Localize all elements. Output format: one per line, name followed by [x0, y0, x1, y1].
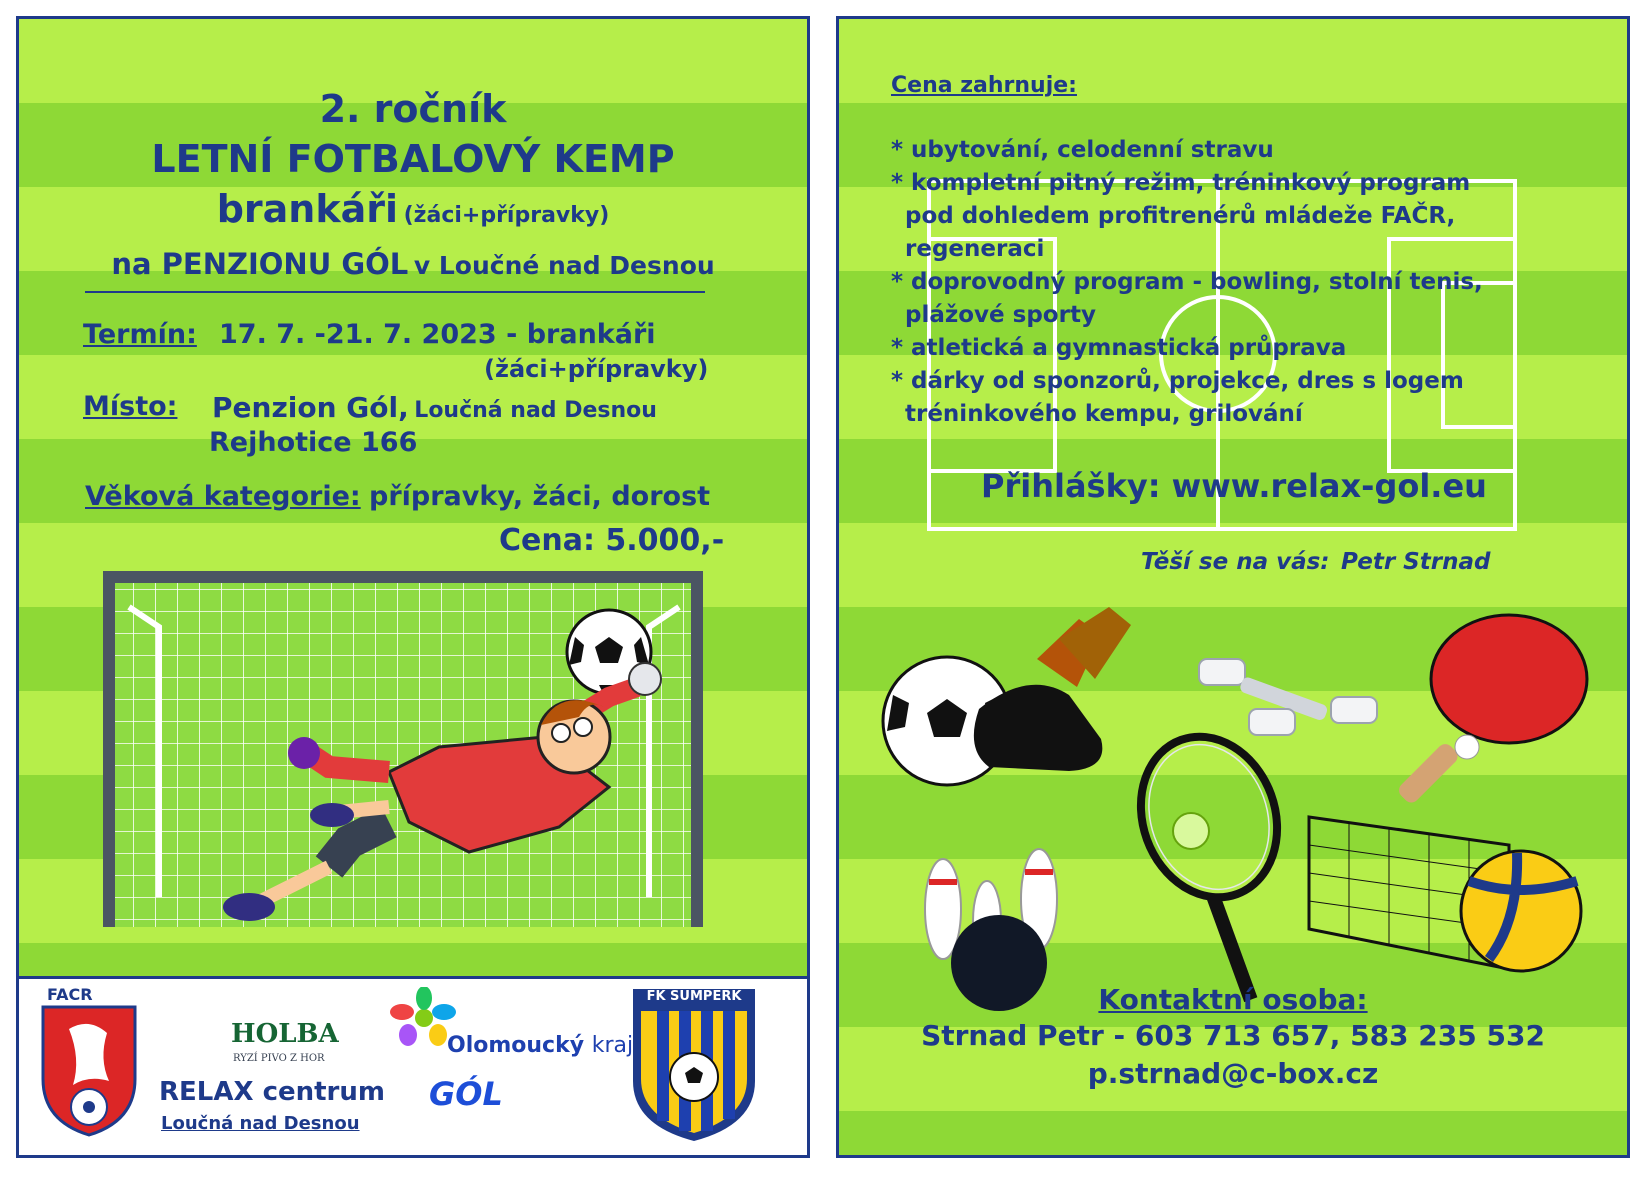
tennis-racket-icon [1119, 717, 1299, 1002]
ping-pong-paddle-icon [1396, 615, 1587, 806]
term-label: Termín: [83, 319, 197, 350]
fk-sumperk-crest-icon [629, 985, 759, 1145]
place-address: Rejhotice 166 [209, 427, 418, 458]
term-value: 17. 7. -21. 7. 2023 - brankáři [219, 319, 656, 350]
contact-email[interactable]: p.strnad@c-box.cz [1087, 1057, 1379, 1090]
contact-heading: Kontaktní osoba: [1098, 983, 1368, 1016]
sports-equipment-illustration [869, 599, 1609, 1019]
includes-line-4: regeneraci [905, 236, 1045, 262]
venue-title: na PENZIONU GÓL v Loučné nad Desnou [111, 247, 715, 281]
includes-line-5: * doprovodný program - bowling, stolní tenis, [891, 269, 1483, 295]
goalkeepers-title: brankáři (žáci+přípravky) [216, 187, 610, 231]
includes-line-8: * dárky od sponzorů, projekce, dres s logem [891, 368, 1464, 394]
holba-logo-text: HOLBA [231, 1019, 339, 1049]
sponsor-logos-strip [19, 976, 807, 1155]
camp-title: LETNÍ FOTBALOVÝ KEMP [151, 137, 675, 181]
age-value: přípravky, žáci, dorost [369, 481, 711, 512]
relax-centrum-sub: Loučná nad Desnou [161, 1113, 360, 1134]
includes-line-1: * ubytování, celodenní stravu [891, 137, 1274, 163]
includes-line-2: * kompletní pitný režim, tréninkový program [891, 170, 1471, 196]
price-text: Cena: 5.000,- [499, 523, 725, 558]
registration-link[interactable]: Přihlášky: www.relax-gol.eu [981, 467, 1487, 505]
fk-sumperk-text: FK ŠUMPERK [646, 989, 742, 1004]
place-label: Místo: [83, 391, 178, 422]
volleyball-icon [1461, 851, 1581, 971]
includes-heading: Cena zahrnuje: [891, 73, 1077, 98]
includes-line-9: tréninkového kempu, grilování [905, 401, 1303, 427]
goalkeeper-illustration [89, 567, 739, 947]
edition-title: 2. ročník [319, 87, 507, 131]
right-flyer-page [836, 16, 1630, 1158]
facr-shield-icon [37, 989, 141, 1139]
contact-phone: Strnad Petr - 603 713 657, 583 235 532 [921, 1019, 1545, 1052]
facr-logo-text: FACR [47, 985, 93, 1004]
left-flyer-page [16, 16, 810, 1158]
gol-logo: GÓL [429, 1075, 503, 1113]
term-sub: (žáci+přípravky) [484, 355, 709, 383]
holba-tagline: RYZÍ PIVO Z HOR [233, 1053, 325, 1064]
includes-line-7: * atletická a gymnastická průprava [891, 335, 1347, 361]
title-divider [85, 291, 705, 293]
age-label: Věková kategorie: [85, 481, 361, 512]
relax-centrum-logo: RELAX centrum [159, 1077, 385, 1107]
greeting-name: Petr Strnad [1341, 549, 1491, 575]
pitch-right-goal-area [1441, 281, 1517, 429]
dumbbell-icon [1199, 659, 1377, 735]
place-value: Penzion Gól, Loučná nad Desnou [212, 391, 657, 424]
olomoucky-kraj-logo: Olomoucký kraj [447, 1033, 634, 1058]
includes-line-6: plážové sporty [905, 302, 1096, 328]
includes-line-3: pod dohledem profitrenérů mládeže FAČR, [905, 203, 1456, 229]
greeting-text: Těší se na vás: [1141, 549, 1330, 575]
